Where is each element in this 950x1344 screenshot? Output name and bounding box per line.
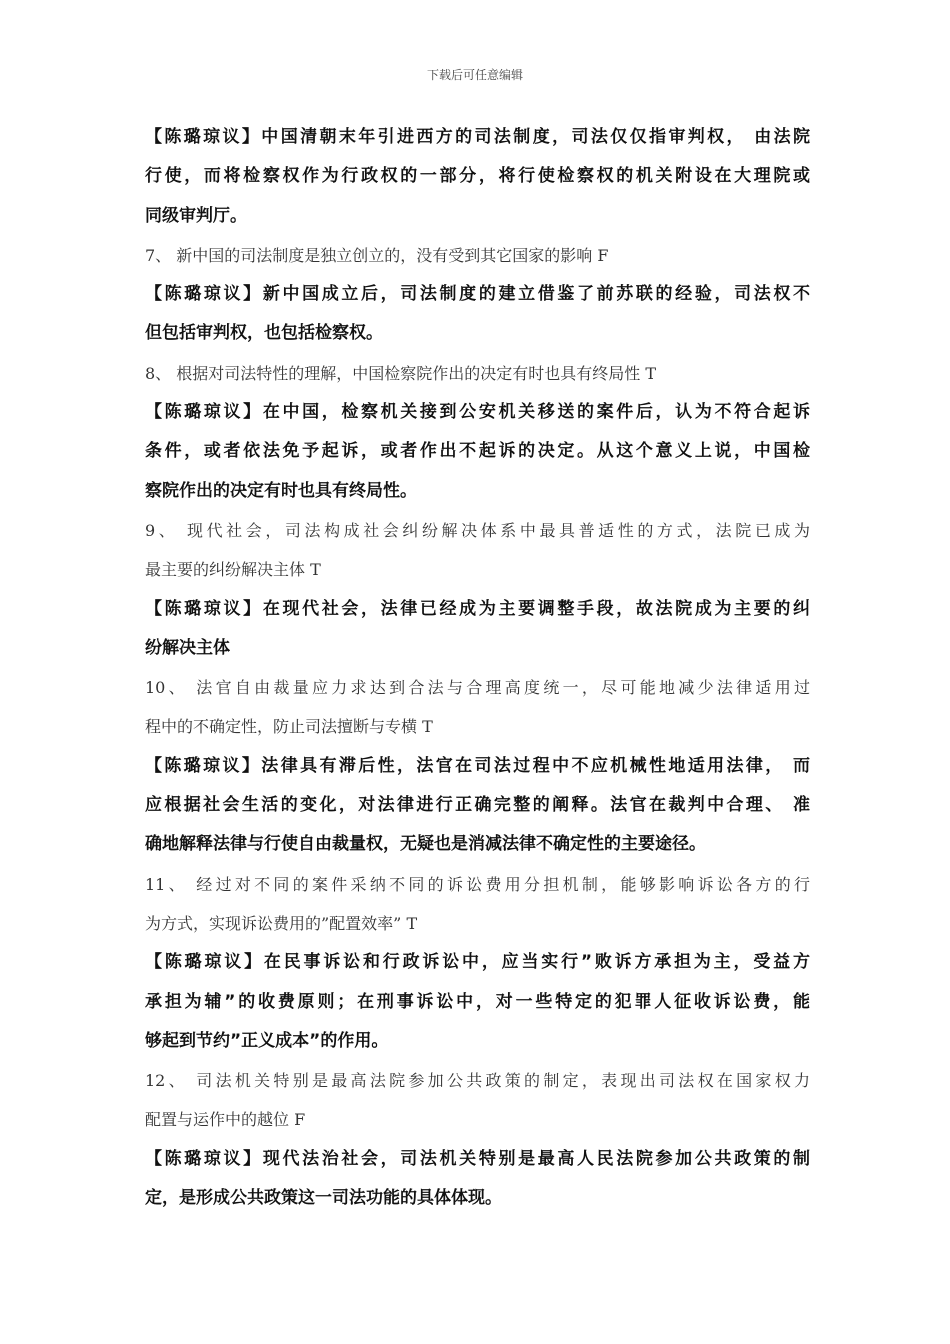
commentary-line: 【陈璐琼议】在民事诉讼和行政诉讼中，应当实行”败诉方承担为主，受益方 — [145, 952, 810, 973]
question-line: 10、 法官自由裁量应力求达到合法与合理高度统一，尽可能地减少法律适用过 — [145, 678, 810, 698]
commentary-line: 【陈璐琼议】现代法治社会，司法机关特别是最高人民法院参加公共政策的制 — [145, 1148, 810, 1169]
question-line: 8、 根据对司法特性的理解，中国检察院作出的决定有时也具有终局性 T — [145, 363, 657, 383]
commentary-line: 承担为辅”的收费原则；在刑事诉讼中，对一些特定的犯罪人征收诉讼费，能 — [145, 991, 810, 1012]
question-line: 为方式，实现诉讼费用的”配置效率” T — [145, 913, 418, 933]
commentary-line: 察院作出的决定有时也具有终局性。 — [145, 480, 417, 501]
commentary-line: 应根据社会生活的变化，对法律进行正确完整的阐释。法官在裁判中合理、 准 — [145, 795, 810, 816]
commentary-line: 确地解释法律与行使自由裁量权，无疑也是消减法律不确定性的主要途径。 — [145, 834, 706, 855]
question-line: 12、 司法机关特别是最高法院参加公共政策的制定，表现出司法权在国家权力 — [145, 1071, 810, 1091]
question-line: 9、 现代社会，司法构成社会纠纷解决体系中最具普适性的方式，法院已成为 — [145, 520, 810, 540]
question-line: 最主要的纠纷解决主体 T — [145, 560, 321, 580]
commentary-line: 同级审判厅。 — [145, 205, 247, 226]
commentary-line: 定，是形成公共政策这一司法功能的具体体现。 — [145, 1188, 502, 1209]
commentary-line: 够起到节约”正义成本”的作用。 — [145, 1030, 389, 1051]
question-line: 7、 新中国的司法制度是独立创立的，没有受到其它国家的影响 F — [145, 245, 609, 265]
commentary-line: 条件，或者依法免予起诉，或者作出不起诉的决定。从这个意义上说，中国检 — [145, 441, 810, 462]
commentary-line: 纷解决主体 — [145, 637, 230, 658]
commentary-line: 【陈璐琼议】在现代社会，法律已经成为主要调整手段，故法院成为主要的纠 — [145, 598, 810, 619]
commentary-line: 但包括审判权，也包括检察权。 — [145, 323, 383, 344]
question-line: 程中的不确定性，防止司法擅断与专横 T — [145, 717, 433, 737]
question-line: 配置与运作中的越位 F — [145, 1110, 306, 1130]
document-body — [145, 118, 810, 1218]
page-header: 下载后可任意编辑 — [426, 68, 523, 82]
commentary-line: 【陈璐琼议】在中国，检察机关接到公安机关移送的案件后，认为不符合起诉 — [145, 402, 810, 423]
commentary-line: 【陈璐琼议】新中国成立后，司法制度的建立借鉴了前苏联的经验，司法权不 — [145, 284, 810, 305]
question-line: 11、 经过对不同的案件采纳不同的诉讼费用分担机制，能够影响诉讼各方的行 — [145, 874, 810, 894]
commentary-line: 行使，而将检察权作为行政权的一部分，将行使检察权的机关附设在大理院或 — [145, 166, 810, 187]
commentary-line: 【陈璐琼议】中国清朝末年引进西方的司法制度，司法仅仅指审判权， 由法院 — [145, 127, 810, 147]
commentary-line: 【陈璐琼议】法律具有滞后性，法官在司法过程中不应机械性地适用法律， 而 — [145, 755, 810, 776]
